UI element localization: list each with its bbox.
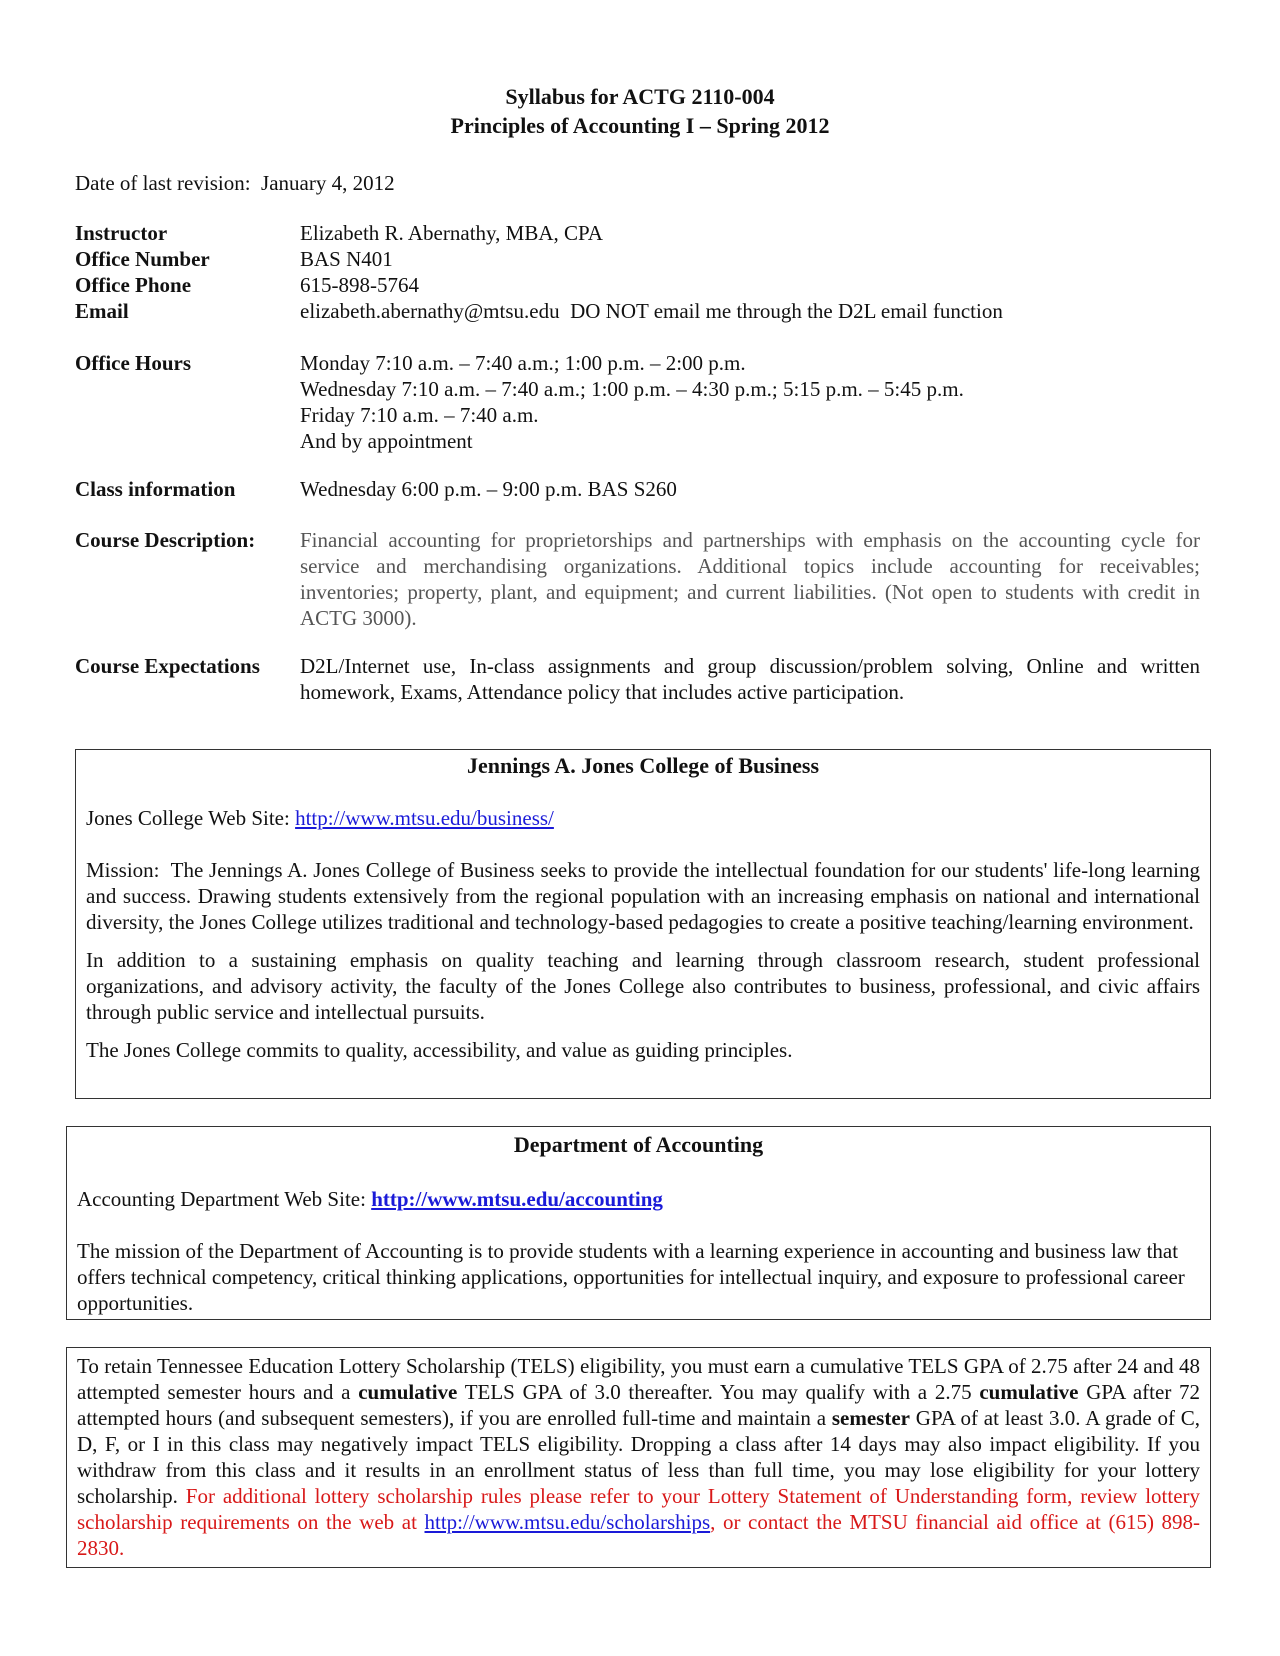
course-expectations-label: Course Expectations (75, 654, 260, 678)
office-hours-line: Wednesday 7:10 a.m. – 7:40 a.m.; 1:00 p.m. – 4:30 p.m.; 5:15 p.m. – 5:45 p.m. (300, 377, 964, 401)
title-line-2: Principles of Accounting I – Spring 2012 (450, 113, 830, 138)
college-paragraph-3: The Jones College commits to quality, accessibility, and value as guiding principles. (86, 1038, 793, 1062)
email-label: Email (75, 299, 129, 323)
college-website (86, 805, 1200, 831)
department-of-accounting-box (66, 1126, 1211, 1320)
dept-box-title: Department of Accounting (513, 1132, 764, 1157)
college-mission (86, 857, 1200, 935)
document-title (0, 82, 1280, 140)
office-hours-line: Monday 7:10 a.m. – 7:40 a.m.; 1:00 p.m. – 2:00 p.m. (300, 351, 746, 375)
office-hours-line: Friday 7:10 a.m. – 7:40 a.m. (300, 403, 539, 427)
college-paragraph-2: In addition to a sustaining emphasis on quality teaching and learning through classroom research, student professional organizations, and advisory activity, the faculty of the Jones College also contributes to business, professional, and civic affairs through public service and intellectual pursuits. (86, 948, 1200, 1024)
office-hours-list (300, 350, 1200, 454)
tels-red-text-b: , or contact the MTSU financial aid office at (615) 898-2830. (77, 1510, 1201, 1560)
tels-scholarships-link[interactable]: http://www.mtsu.edu/scholarships (424, 1510, 711, 1534)
office-number-label: Office Number (75, 247, 210, 271)
email-address[interactable]: elizabeth.abernathy@mtsu.edu (300, 299, 560, 323)
course-description-text: Financial accounting for proprietorships and partnerships with emphasis on the accounting cycle for service and merchandising organizations. Additional topics include accounting for receivables; inventories; property, plant, and equipment; and current liabilities. (Not open to students with credit in ACTG 3000). (300, 528, 1200, 630)
course-expectations-text: D2L/Internet use, In-class assignments and group discussion/problem solving, Online and written homework, Exams, Attendance policy that includes active participation. (300, 654, 1200, 704)
tels-red-text-a: For additional lottery scholarship rules please refer to your Lottery Statement of Understanding form, review lottery scholarship requirements on the web at (77, 1484, 1201, 1534)
instructor-label: Instructor (75, 221, 168, 245)
college-website-label: Jones College Web Site: (86, 806, 290, 830)
office-phone-value: 615-898-5764 (300, 273, 419, 297)
tels-text (77, 1353, 1200, 1561)
tels-bold-1: cumulative (358, 1380, 458, 1404)
course-description-label: Course Description: (75, 528, 256, 552)
dept-website-label: Accounting Department Web Site: (77, 1187, 366, 1211)
dept-mission: The mission of the Department of Accounting is to provide students with a learning experience in accounting and business law that offers technical competency, critical thinking applications, opportunities for intellectual inquiry, and exposure to professional career opportunities. (77, 1239, 1185, 1315)
office-number-value: BAS N401 (300, 247, 393, 271)
dept-website (77, 1186, 1200, 1212)
email-value (300, 298, 1200, 324)
tels-text-c: GPA after 72 attempted hours (and subsequent semesters), if you are enrolled full-time and maintain a (77, 1380, 1201, 1430)
office-hours-line: And by appointment (300, 429, 473, 453)
class-info-label: Class information (75, 477, 236, 501)
revision-date (75, 170, 395, 196)
tels-bold-2: cumulative (979, 1380, 1079, 1404)
email-note: DO NOT email me through the D2L email function (570, 299, 1003, 323)
instructor-value: Elizabeth R. Abernathy, MBA, CPA (300, 221, 603, 245)
tels-text-a: To retain Tennessee Education Lottery Scholarship (TELS) eligibility, you must earn a cumulative TELS GPA of 2.75 after 24 and 48 attempted semester hours and a (77, 1354, 1200, 1404)
dept-website-link[interactable]: http://www.mtsu.edu/accounting (371, 1187, 663, 1211)
college-of-business-box (75, 749, 1211, 1099)
office-phone-label: Office Phone (75, 273, 192, 297)
office-hours-label: Office Hours (75, 351, 192, 375)
tels-text-b: TELS GPA of 3.0 thereafter. You may qualify with a 2.75 (464, 1380, 972, 1404)
title-line-1: Syllabus for ACTG 2110-004 (505, 84, 775, 109)
college-website-link[interactable]: http://www.mtsu.edu/business/ (295, 806, 554, 830)
class-info-value: Wednesday 6:00 p.m. – 9:00 p.m. BAS S260 (300, 477, 677, 501)
tels-scholarship-box (66, 1347, 1211, 1568)
college-mission-text: The Jennings A. Jones College of Business seeks to provide the intellectual foundation for our students' life-long learning and success. Drawing students extensively from the regional population with an increasing emphasis on national and international diversity, the Jones College utilizes traditional and technology-based pedagogies to create a positive teaching/learning environment. (86, 858, 1201, 934)
tels-bold-3: semester (831, 1406, 910, 1430)
revision-label: Date of last revision: (75, 171, 251, 195)
revision-value: January 4, 2012 (261, 171, 395, 195)
tels-text-d: GPA of at least 3.0. A grade of C, D, F, or I in this class may negatively impact TELS eligibility. Dropping a class after 14 days may also impact eligibility. If you withdraw from this class and it results in an enrollment status of less than full time, you may lose eligibility for your lottery scholarship. (77, 1406, 1201, 1508)
college-mission-label: Mission: (86, 858, 160, 882)
college-box-title: Jennings A. Jones College of Business (466, 753, 820, 778)
